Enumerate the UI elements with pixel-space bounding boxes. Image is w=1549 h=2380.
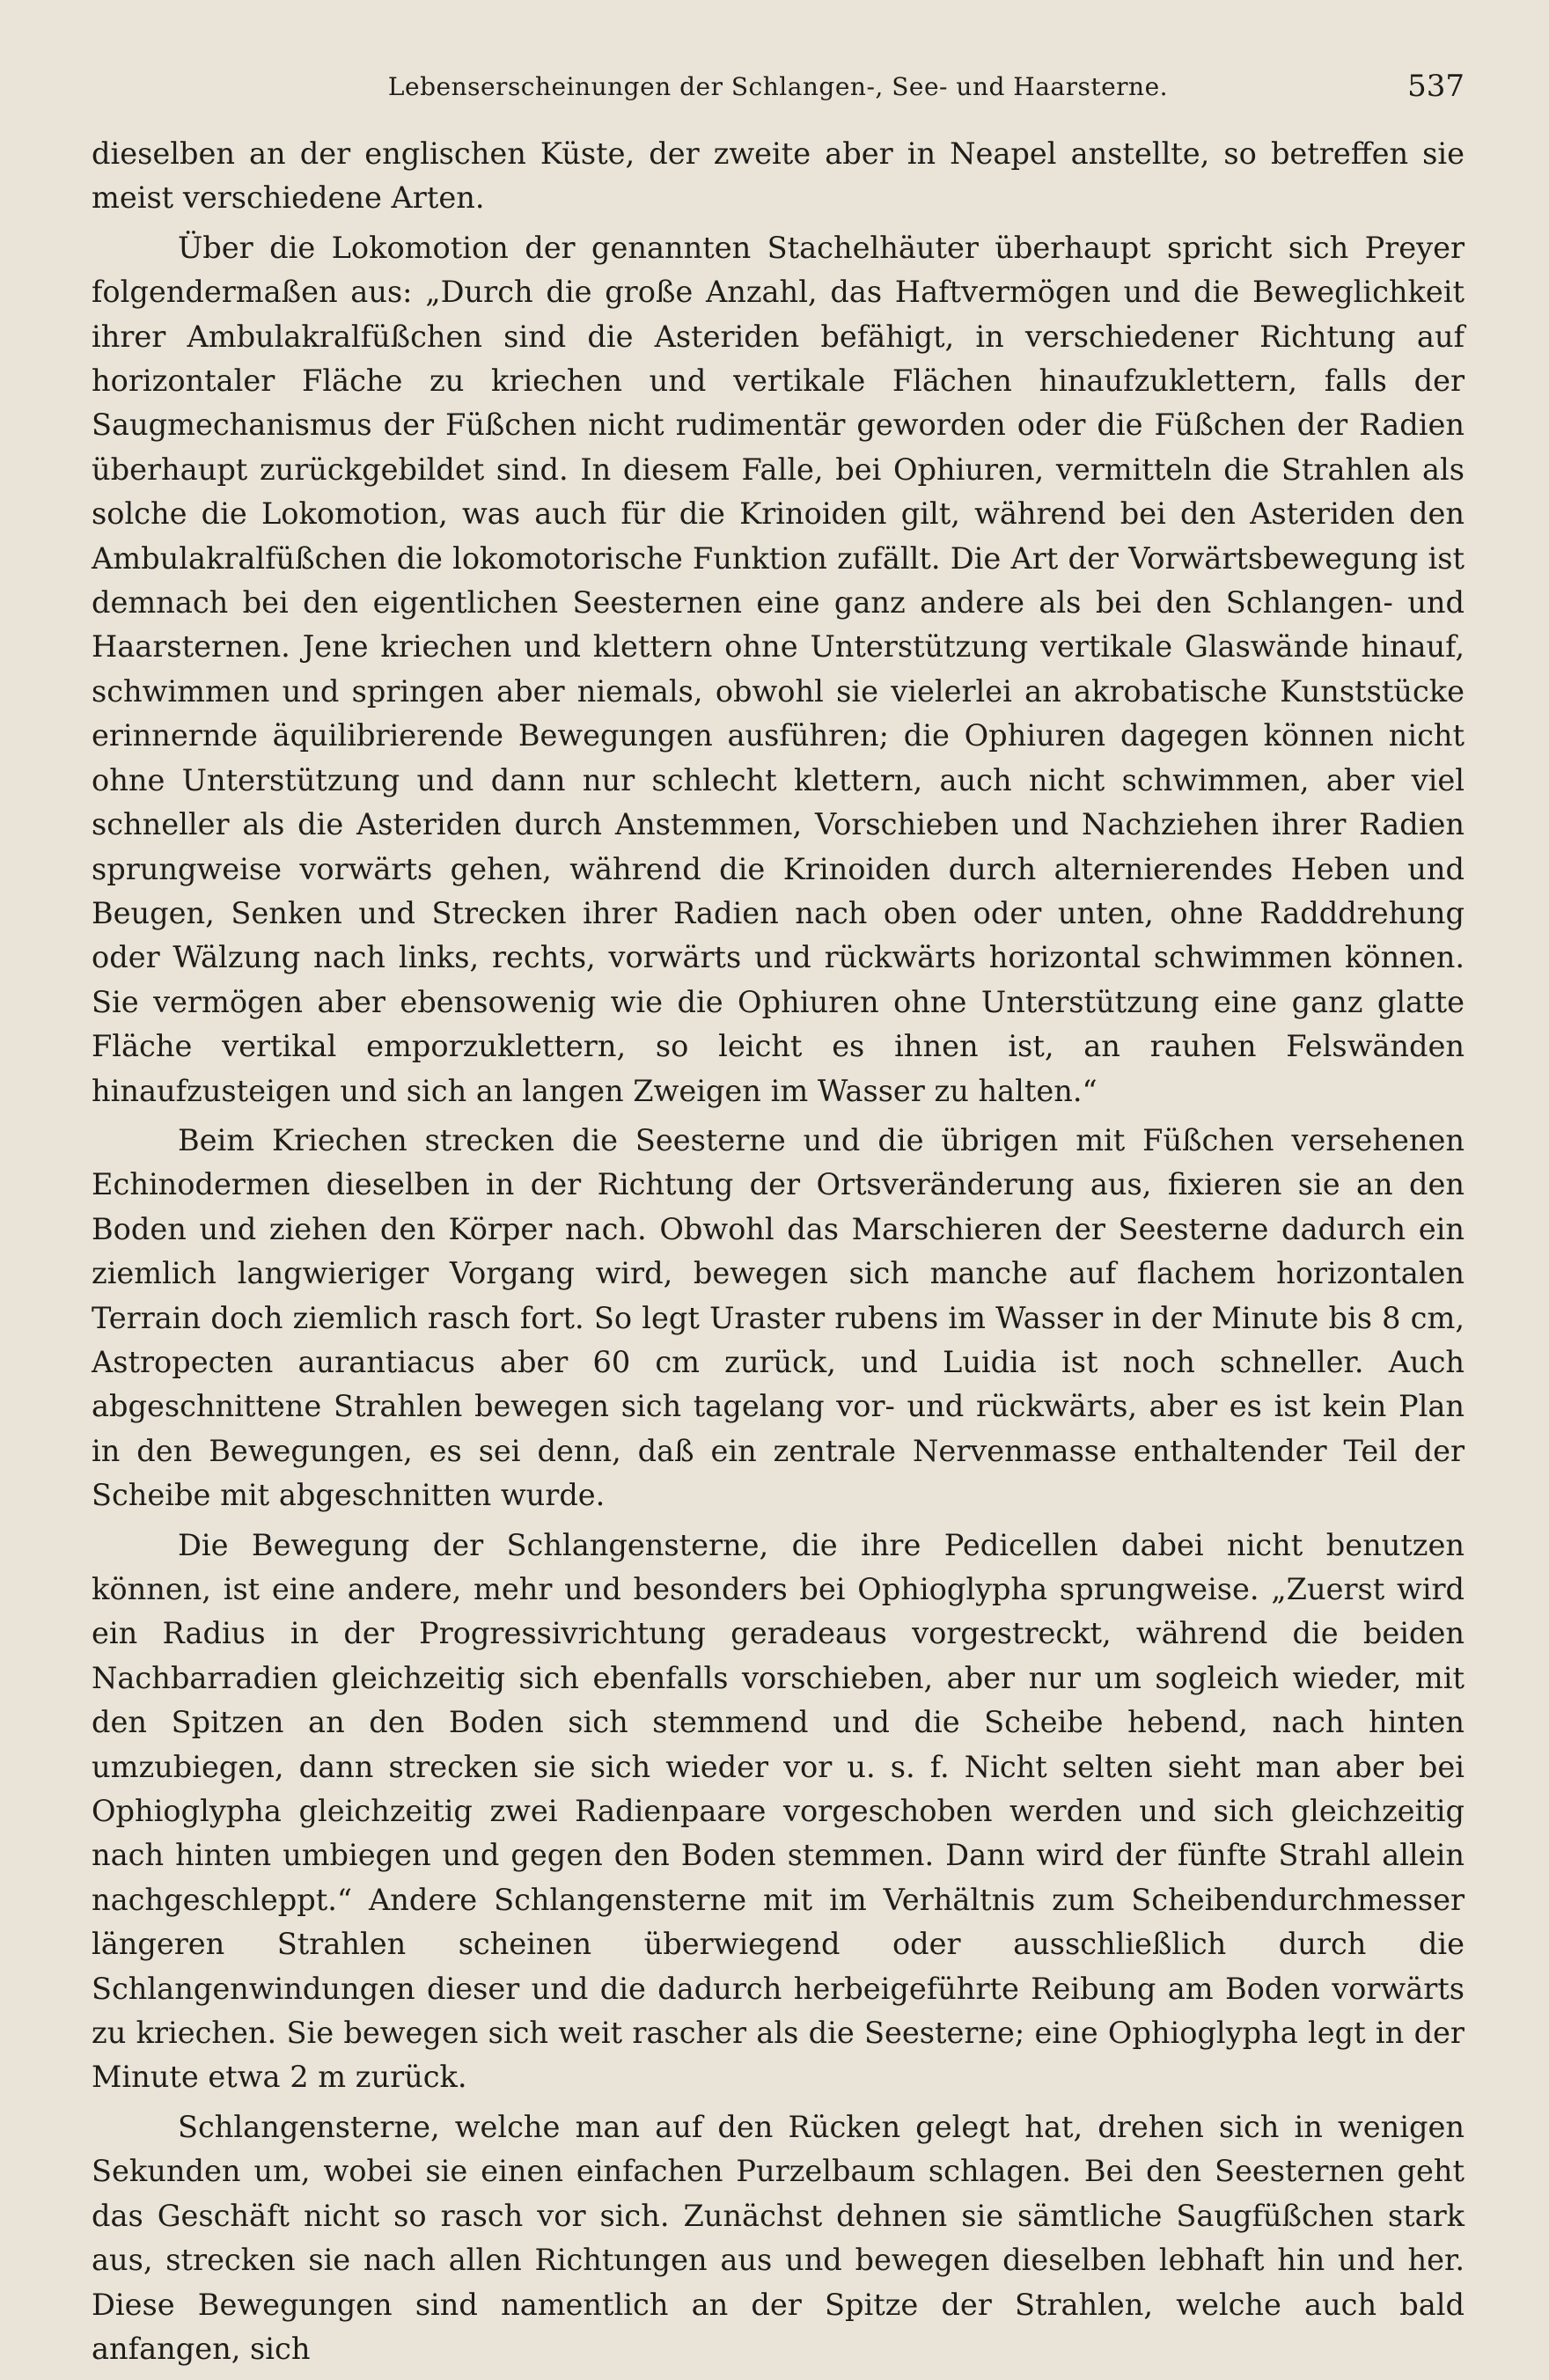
- paragraph-4: Die Bewegung der Schlangensterne, die ihre Pedicellen dabei nicht benutzen können, ist eine andere, mehr und besonders bei Ophioglypha sprungweise. „Zuerst wird ein Radius in der Progressivrichtung geradeaus vorgestreckt, während die beiden Nachbarradien gleichzeitig sich ebenfalls vorschieben, aber nur um sogleich wieder, mit den Spitzen an den Boden sich stemmend und die Scheibe hebend, nach hinten umzubiegen, dann strecken sie sich wieder vor u. s. f. Nicht selten sieht man aber bei Ophioglypha gleichzeitig zwei Radienpaare vorgeschoben werden und sich gleichzeitig nach hinten umbiegen und gegen den Boden stemmen. Dann wird der fünfte Strahl allein nachgeschleppt.“ Andere Schlangensterne mit im Verhältnis zum Scheibendurchmesser längeren Strahlen scheinen überwiegend oder ausschließlich durch die Schlangenwindungen dieser und die dadurch herbeigeführte Reibung am Boden vorwärts zu kriechen. Sie bewegen sich weit rascher als die Seesterne; eine Ophioglypha legt in der Minute etwa 2 m zurück.: [92, 1527, 1465, 2095]
- paragraph-1: dieselben an der englischen Küste, der zweite aber in Neapel anstellte, so betreffen sie meist verschiedene Arten.: [92, 136, 1465, 216]
- paragraph-2: Über die Lokomotion der genannten Stachelhäuter überhaupt spricht sich Preyer folgendermaßen aus: „Durch die große Anzahl, das Haftvermögen und die Beweglichkeit ihrer Ambulakralfüßchen sind die Asteriden befähigt, in verschiedener Richtung auf horizontaler Fläche zu kriechen und vertikale Flächen hinaufzuklettern, falls der Saugmechanismus der Füßchen nicht rudimentär geworden oder die Füßchen der Radien überhaupt zurückgebildet sind. In diesem Falle, bei Ophiuren, vermitteln die Strahlen als solche die Lokomotion, was auch für die Krinoiden gilt, während bei den Asteriden den Ambulakralfüßchen die lokomotorische Funktion zufällt. Die Art der Vorwärtsbewegung ist demnach bei den eigentlichen Seesternen eine ganz andere als bei den Schlangen- und Haarsternen. Jene kriechen und klettern ohne Unterstützung vertikale Glaswände hinauf, schwimmen und springen aber niemals, obwohl sie vielerlei an akrobatische Kunststücke erinnernde äquilibrierende Bewegungen ausführen; die Ophiuren dagegen können nicht ohne Unterstützung und dann nur schlecht klettern, auch nicht schwimmen, aber viel schneller als die Asteriden durch Anstemmen, Vorschieben und Nachziehen ihrer Radien sprungweise vorwärts gehen, während die Krinoiden durch alternierendes Heben und Beugen, Senken und Strecken ihrer Radien nach oben oder unten, ohne Radddrehung oder Wälzung nach links, rechts, vorwärts und rückwärts horizontal schwimmen können. Sie vermögen aber ebensowenig wie die Ophiuren ohne Unterstützung eine ganz glatte Fläche vertikal emporzuklettern, so leicht es ihnen ist, an rauhen Felswänden hinaufzusteigen und sich an langen Zweigen im Wasser zu halten.“: [92, 230, 1465, 1108]
- paragraph-5: Schlangensterne, welche man auf den Rücken gelegt hat, drehen sich in wenigen Sekunden um, wobei sie einen einfachen Purzelbaum schlagen. Bei den Seesternen geht das Geschäft nicht so rasch vor sich. Zunächst dehnen sie sämtliche Saugfüßchen stark aus, strecken sie nach allen Richtungen aus und bewegen dieselben lebhaft hin und her. Diese Bewegungen sind namentlich an der Spitze der Strahlen, welche auch bald anfangen, sich: [92, 2109, 1465, 2366]
- page-number: 537: [1407, 69, 1465, 104]
- page-header: [92, 62, 1465, 123]
- body-text: [92, 132, 1465, 2371]
- paragraph-3: Beim Kriechen strecken die Seesterne und die übrigen mit Füßchen versehenen Echinodermen dieselben in der Richtung der Ortsveränderung aus, fixieren sie an den Boden und ziehen den Körper nach. Obwohl das Marschieren der Seesterne dadurch ein ziemlich langwieriger Vorgang wird, bewegen sich manche auf flachem horizontalen Terrain doch ziemlich rasch fort. So legt Uraster rubens im Wasser in der Minute bis 8 cm, Astropecten aurantiacus aber 60 cm zurück, und Luidia ist noch schneller. Auch abgeschnittene Strahlen bewegen sich tagelang vor- und rückwärts, aber es ist kein Plan in den Bewegungen, es sei denn, daß ein zentrale Nervenmasse enthaltender Teil der Scheibe mit abgeschnitten wurde.: [92, 1122, 1465, 1513]
- running-head: Lebenserscheinungen der Schlangen-, See- und Haarsterne.: [387, 72, 1169, 101]
